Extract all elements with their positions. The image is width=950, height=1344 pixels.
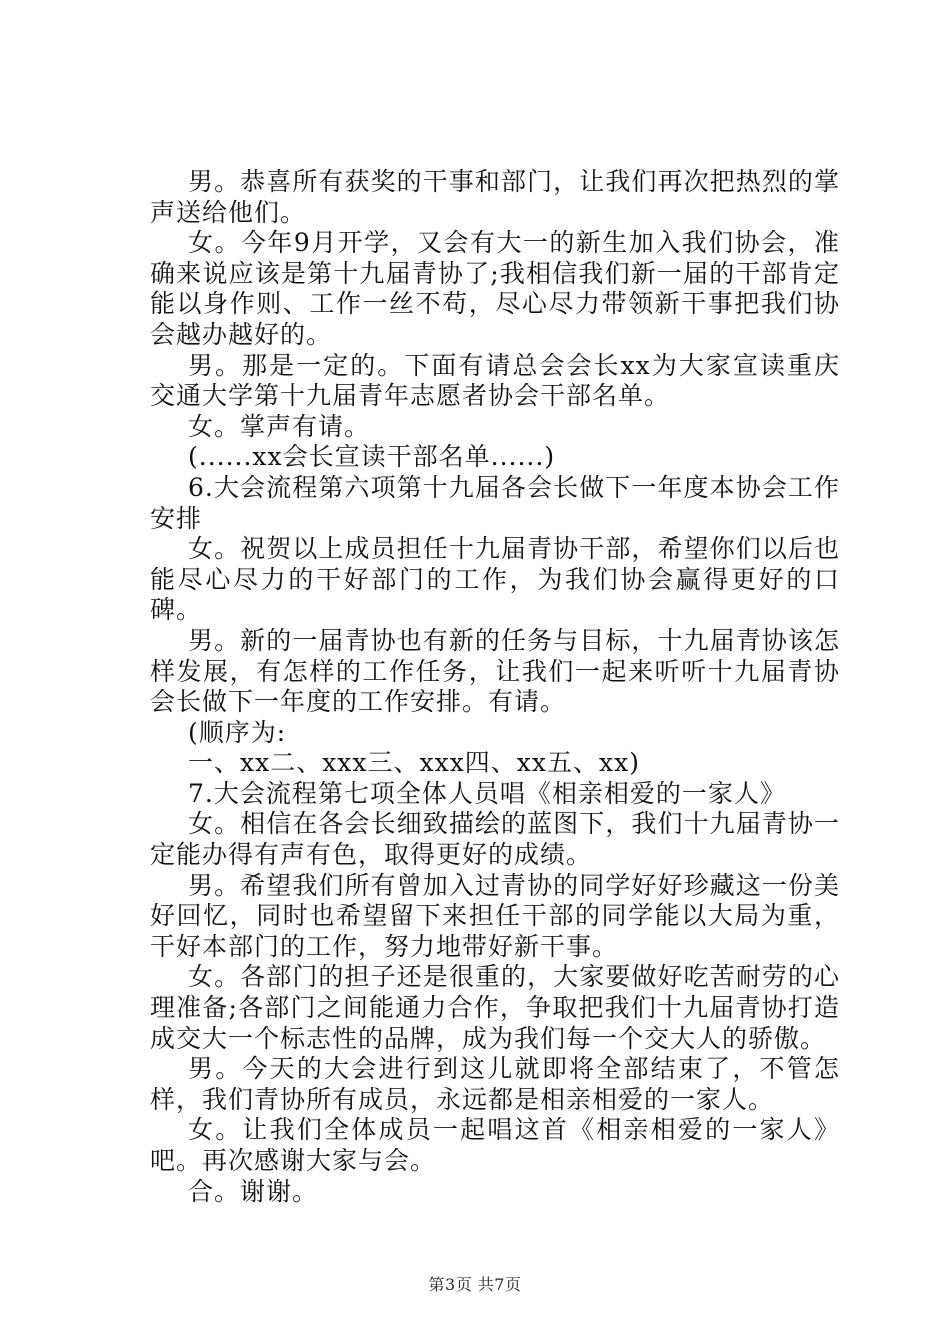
paragraph-16: 女。让我们全体成员一起唱这首《相亲相爱的一家人》吧。再次感谢大家与会。 — [150, 1115, 840, 1175]
paragraph-10: 一、xx二、xxx三、xxx四、xx五、xx) — [188, 748, 640, 778]
page-footer — [0, 1272, 950, 1295]
page-number-label: 第3页 共7页 — [428, 1275, 522, 1294]
paragraph-15: 男。今天的大会进行到这儿就即将全部结束了，不管怎样，我们青协所有成员，永远都是相亲相爱的一家人。 — [150, 1054, 840, 1114]
paragraph-3: 男。那是一定的。下面有请总会会长xx为大家宣读重庆交通大学第十九届青年志愿者协会干部名单。 — [150, 350, 840, 411]
paragraph-9: (顺序为: — [188, 717, 287, 747]
paragraph-7: 女。祝贺以上成员担任十九届青协干部，希望你们以后也能尽心尽力的干好部门的工作，为我们协会赢得更好的口碑。 — [150, 534, 840, 625]
section-heading-6: 6.大会流程第六项第十九届各会长做下一年度本协会工作安排 — [150, 472, 840, 533]
paragraph-12: 女。相信在各会长细致描绘的蓝图下，我们十九届青协一定能办得有声有色，取得更好的成绩。 — [150, 809, 840, 870]
paragraph-13: 男。希望我们所有曾加入过青协的同学好好珍藏这一份美好回忆，同时也希望留下来担任干部的同学能以大局为重，干好本部门的工作，努力地带好新干事。 — [150, 870, 840, 961]
paragraph-5: (......xx会长宣读干部名单......) — [188, 442, 556, 472]
paragraph-2: 女。今年9月开学，又会有大一的新生加入我们协会，准确来说应该是第十九届青协了;我相信我们新一届的干部肯定能以身作则、工作一丝不苟，尽心尽力带领新干事把我们协会越办越好的。 — [150, 228, 840, 349]
document-body — [150, 167, 840, 1207]
paragraph-4: 女。掌声有请。 — [188, 411, 371, 441]
section-heading-7: 7.大会流程第七项全体人员唱《相亲相爱的一家人》 — [188, 778, 786, 808]
paragraph-14: 女。各部门的担子还是很重的，大家要做好吃苦耐劳的心理准备;各部门之间能通力合作，争取把我们十九届青协打造成交大一个标志性的品牌，成为我们每一个交大人的骄傲。 — [150, 962, 840, 1053]
paragraph-8: 男。新的一届青协也有新的任务与目标，十九届青协该怎样发展，有怎样的工作任务，让我们一起来听听十九届青协会长做下一年度的工作安排。有请。 — [150, 625, 840, 717]
paragraph-1: 男。恭喜所有获奖的干事和部门，让我们再次把热烈的掌声送给他们。 — [150, 167, 840, 227]
paragraph-17: 合。谢谢。 — [188, 1176, 319, 1206]
